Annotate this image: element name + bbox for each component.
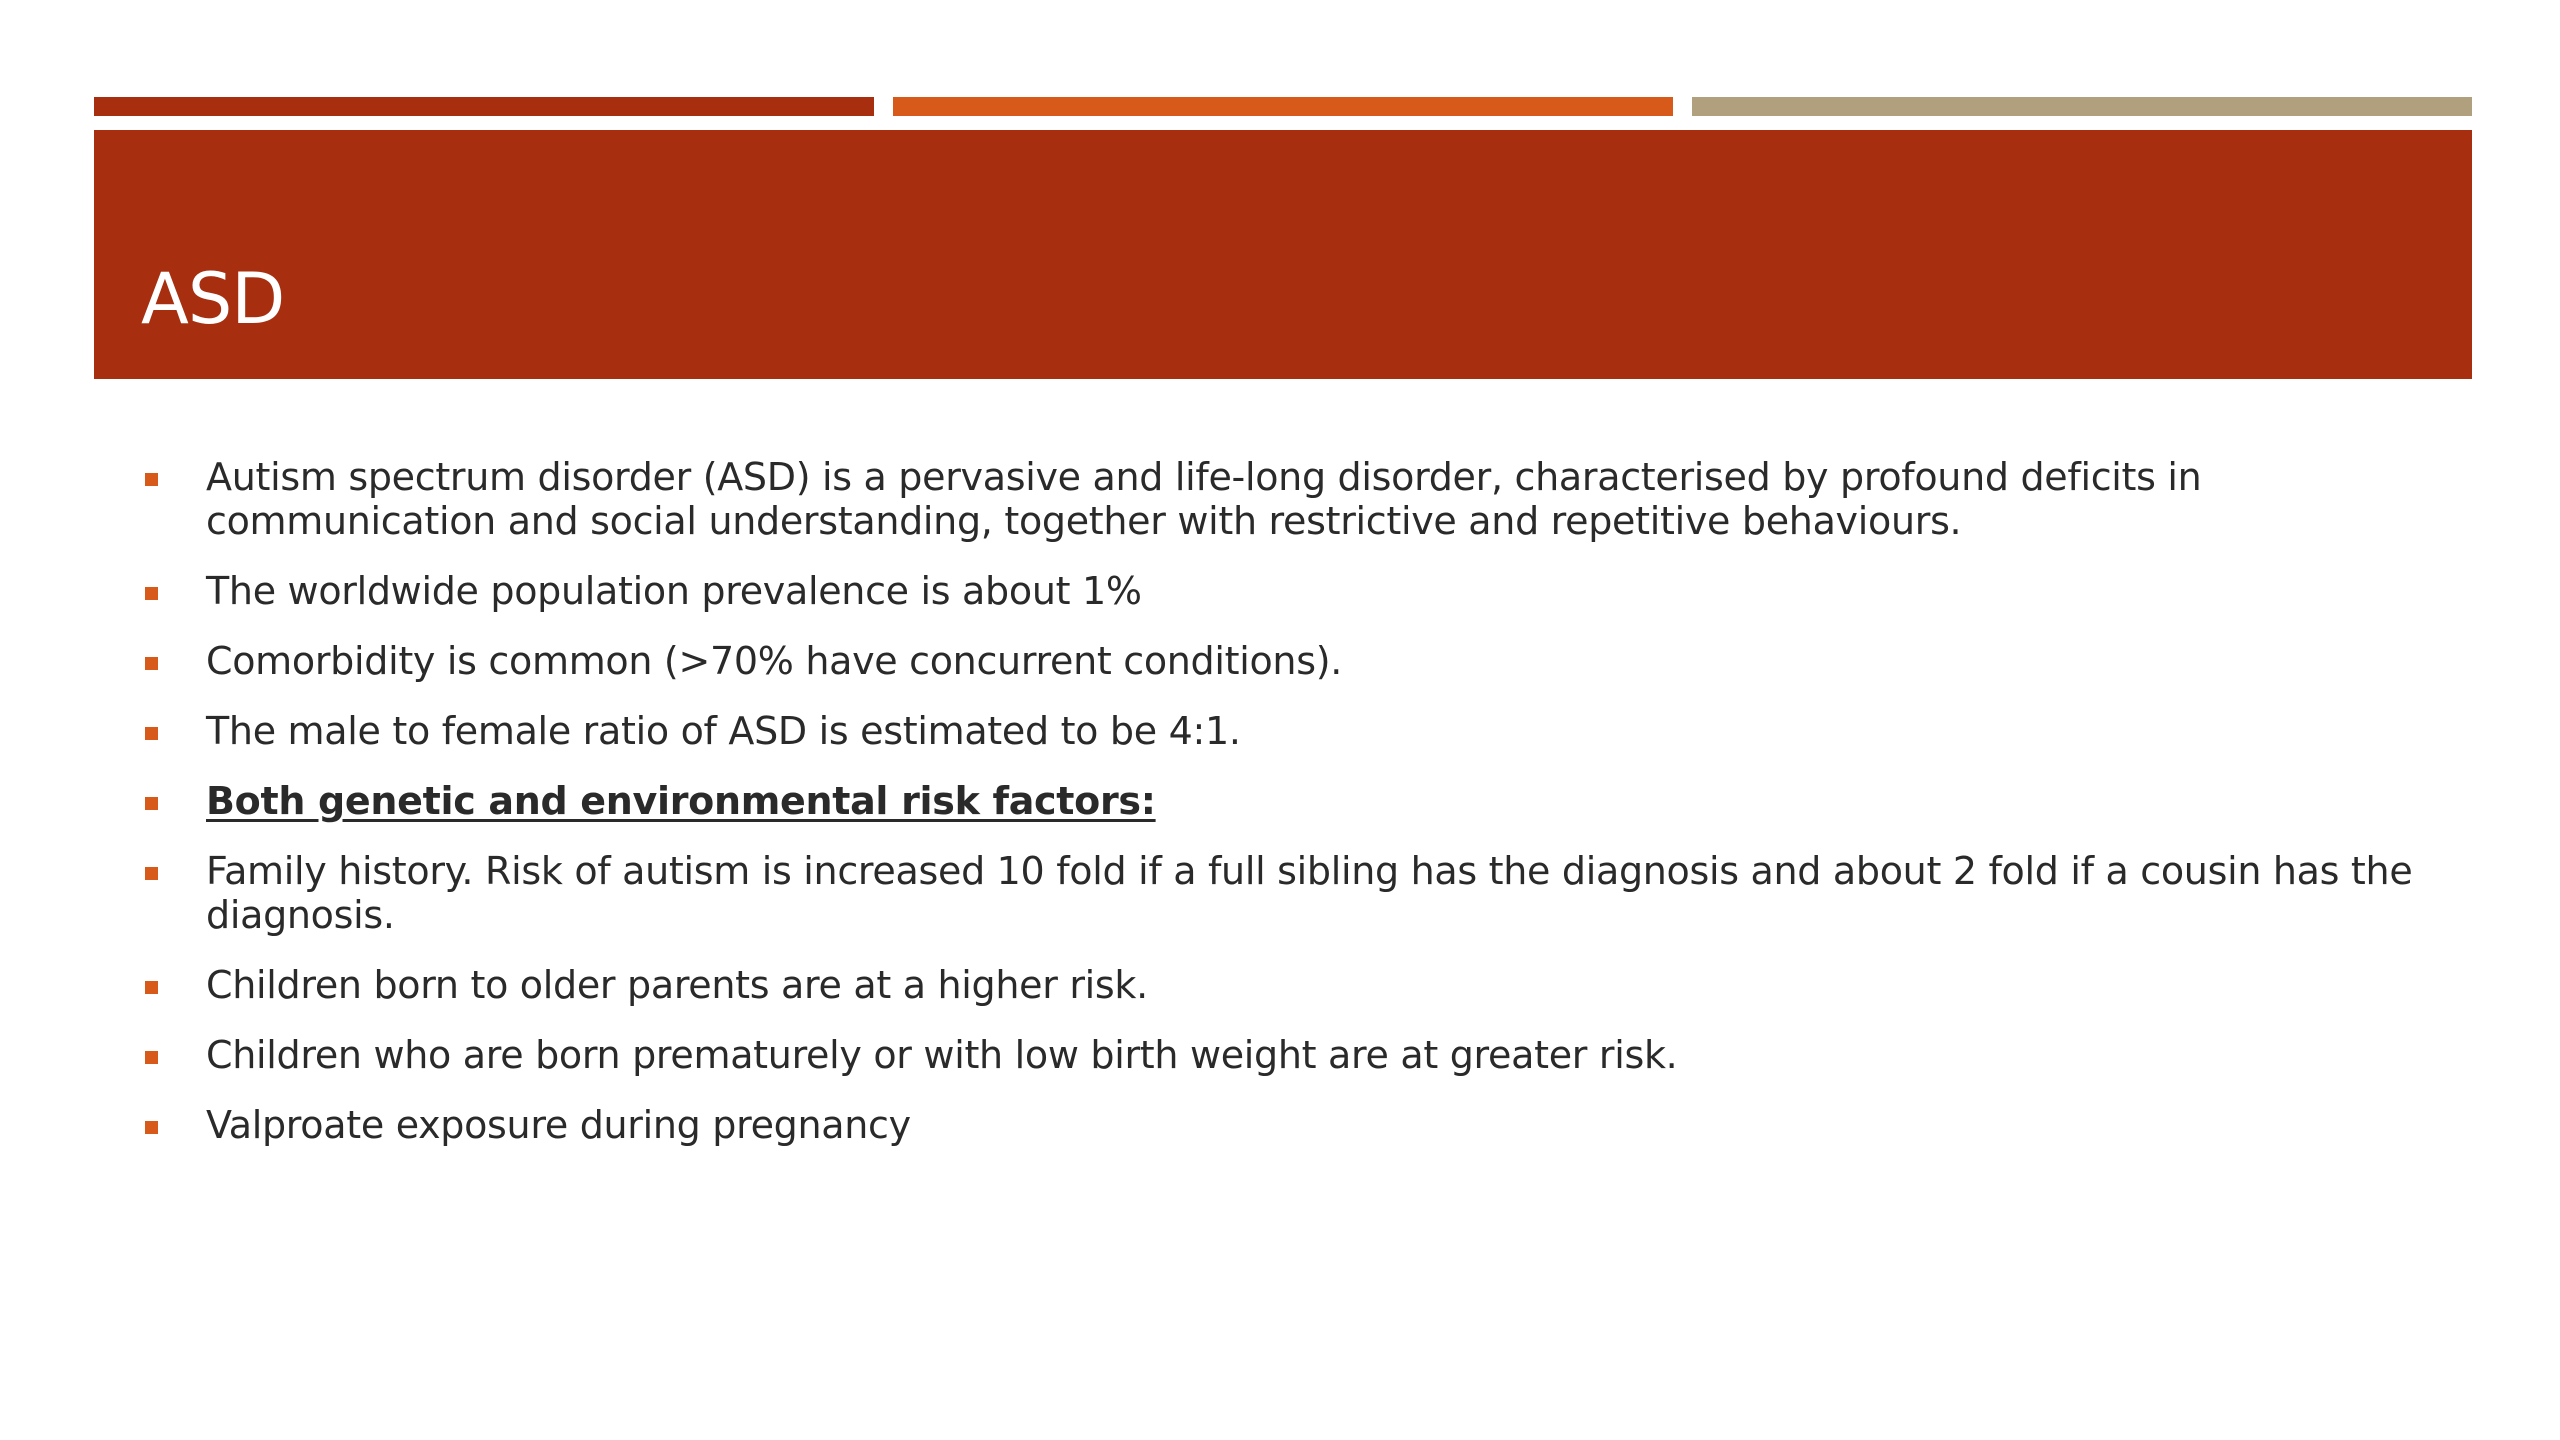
- bullet-item: [143, 709, 2433, 753]
- bullet-item: [143, 963, 2433, 1007]
- bullet-item: [143, 639, 2433, 683]
- square-bullet-icon: [145, 867, 158, 880]
- title-band: [94, 130, 2472, 379]
- square-bullet-icon: [145, 797, 158, 810]
- bullet-item: [143, 1103, 2433, 1147]
- bullet-item: [143, 455, 2433, 543]
- bullet-item: [143, 1033, 2433, 1077]
- bullet-text: Children who are born prematurely or with low birth weight are at greater risk.: [206, 1033, 1678, 1077]
- bullet-text: Both genetic and environmental risk factors:: [206, 779, 1156, 823]
- bullet-text: Comorbidity is common (>70% have concurrent conditions).: [206, 639, 1343, 683]
- bullet-text: Valproate exposure during pregnancy: [206, 1103, 911, 1147]
- bullet-item: [143, 779, 2433, 823]
- bullet-item: [143, 569, 2433, 613]
- accent-bar-1: [94, 97, 874, 116]
- square-bullet-icon: [145, 727, 158, 740]
- bullet-list: [143, 455, 2433, 1173]
- square-bullet-icon: [145, 473, 158, 486]
- bullet-text: The worldwide population prevalence is about 1%: [206, 569, 1142, 613]
- square-bullet-icon: [145, 657, 158, 670]
- bullet-text: Family history. Risk of autism is increased 10 fold if a full sibling has the diagnosis and about 2 fold if a cousin has the diagnosis.: [206, 849, 2413, 937]
- square-bullet-icon: [145, 1051, 158, 1064]
- slide-title: ASD: [141, 258, 285, 340]
- square-bullet-icon: [145, 981, 158, 994]
- square-bullet-icon: [145, 587, 158, 600]
- accent-bar-2: [893, 97, 1673, 116]
- accent-bar-3: [1692, 97, 2472, 116]
- bullet-text: The male to female ratio of ASD is estimated to be 4:1.: [206, 709, 1241, 753]
- bullet-text: Autism spectrum disorder (ASD) is a pervasive and life-long disorder, characterised by profound deficits in communication and social understanding, together with restrictive and repetitive behaviours.: [206, 455, 2202, 543]
- bullet-text: Children born to older parents are at a higher risk.: [206, 963, 1148, 1007]
- bullet-item: [143, 849, 2433, 937]
- square-bullet-icon: [145, 1121, 158, 1134]
